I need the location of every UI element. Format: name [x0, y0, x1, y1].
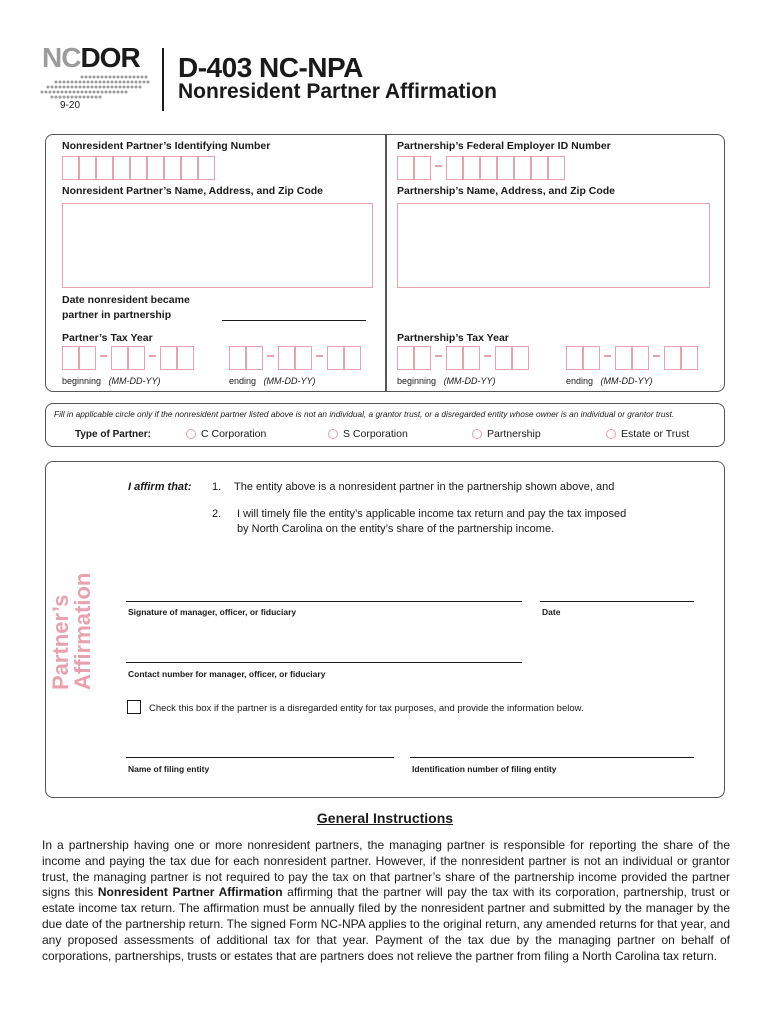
partner-id-digit-box[interactable]: [181, 156, 198, 180]
partnership-label: Partnership: [487, 428, 541, 440]
partner-id-digit-box[interactable]: [79, 156, 96, 180]
ncdor-logo: NCDOR: [42, 42, 140, 73]
date-digit-box[interactable]: [397, 346, 414, 370]
partnership-ending-caption: ending (MM-DD-YY): [566, 376, 653, 386]
disregarded-entity-label: Check this box if the partner is a disregarded entity for tax purposes, and provide the information below.: [149, 703, 584, 714]
fein-digit-box[interactable]: [463, 156, 480, 180]
affirm-item-1-number: 1.: [212, 481, 222, 493]
partner-id-digit-box[interactable]: [62, 156, 79, 180]
contact-number-field[interactable]: [126, 662, 522, 663]
affirm-item-2-line2: by North Carolina on the entity’s share of the partnership income.: [237, 523, 555, 535]
i-affirm-label: I affirm that:: [128, 481, 192, 493]
fein-digit-box[interactable]: [446, 156, 463, 180]
date-became-label-2: partner in partnership: [62, 309, 172, 321]
date-digit-box[interactable]: [615, 346, 632, 370]
partner-tax-year-beginning-field[interactable]: [62, 346, 202, 372]
contact-number-label: Contact number for manager, officer, or fiduciary: [128, 669, 326, 679]
fein-digit-box[interactable]: [397, 156, 414, 180]
partner-tax-year-label: Partner’s Tax Year: [62, 332, 153, 344]
partners-affirmation-title: Partner’s Affirmation: [48, 572, 95, 690]
date-separator: [267, 355, 274, 357]
partner-ending-caption: ending (MM-DD-YY): [229, 376, 316, 386]
date-separator: [149, 355, 156, 357]
fein-separator: [435, 165, 442, 167]
date-digit-box[interactable]: [62, 346, 79, 370]
date-separator: [484, 355, 491, 357]
partner-id-label: Nonresident Partner’s Identifying Number: [62, 140, 271, 152]
partner-beginning-caption: beginning (MM-DD-YY): [62, 376, 161, 386]
disregarded-entity-checkbox[interactable]: [127, 700, 141, 714]
estate-or-trust-label: Estate or Trust: [621, 428, 690, 440]
partner-type-label: Type of Partner:: [75, 429, 151, 440]
nc-map-dots-icon: [40, 74, 152, 100]
partner-id-digit-box[interactable]: [130, 156, 147, 180]
date-digit-box[interactable]: [583, 346, 600, 370]
date-became-field[interactable]: [222, 320, 366, 321]
fein-digit-box[interactable]: [480, 156, 497, 180]
general-instructions-title: General Instructions: [316, 810, 454, 826]
fein-digit-box[interactable]: [531, 156, 548, 180]
date-digit-box[interactable]: [566, 346, 583, 370]
date-digit-box[interactable]: [446, 346, 463, 370]
partner-id-digit-box[interactable]: [198, 156, 215, 180]
header-divider: [162, 48, 164, 111]
date-digit-box[interactable]: [111, 346, 128, 370]
date-digit-box[interactable]: [128, 346, 145, 370]
date-separator: [100, 355, 107, 357]
date-digit-box[interactable]: [327, 346, 344, 370]
date-digit-box[interactable]: [664, 346, 681, 370]
general-instructions-text: In a partnership having one or more nonresident partners, the managing partner is responsible for reporting the share of the income and paying the tax due for each nonresident partner. However, if the nonresident partner is not an individual or grantor trust, the managing partner is not required to pay the tax on that partner’s share of the partnership income provided the partner signs this Nonresident Partner Affirmation affirming that the partner will pay the tax with its corporation, partnership, trust or estate income tax return. The affirmation must be annually filed by the nonresident partner and submitted by the manager by the due date of the partnership return. The signed Form NC-NPA applies to the original return, any amended returns for that year, and any proposed assessments of additional tax for that year. Payment of the tax due by the managing partner on behalf of corporations, partnerships, trusts or estates that are partners does not relieve the partner from filing a North Carolina tax return.: [42, 838, 730, 963]
partner-id-digit-box[interactable]: [164, 156, 181, 180]
date-digit-box[interactable]: [495, 346, 512, 370]
date-digit-box[interactable]: [463, 346, 480, 370]
date-digit-box[interactable]: [246, 346, 263, 370]
partner-id-digit-box[interactable]: [147, 156, 164, 180]
date-field[interactable]: [540, 601, 694, 602]
partnership-tax-year-label: Partnership’s Tax Year: [397, 332, 509, 344]
partner-name-label: Nonresident Partner’s Name, Address, and Zip Code: [62, 185, 324, 197]
s-corporation-radio[interactable]: [328, 429, 338, 439]
filing-entity-id-label: Identification number of filing entity: [412, 764, 557, 774]
signature-field[interactable]: [126, 601, 522, 602]
partnership-fein-field[interactable]: [397, 156, 717, 182]
date-digit-box[interactable]: [681, 346, 698, 370]
date-digit-box[interactable]: [295, 346, 312, 370]
fein-digit-box[interactable]: [548, 156, 565, 180]
filing-entity-id-field[interactable]: [410, 757, 694, 758]
filing-entity-name-field[interactable]: [126, 757, 394, 758]
partner-id-digit-box[interactable]: [96, 156, 113, 180]
affirm-item-2-number: 2.: [212, 508, 222, 520]
c-corporation-label: C Corporation: [201, 428, 267, 440]
partnership-name-label: Partnership’s Name, Address, and Zip Code: [397, 185, 616, 197]
partnership-tax-year-beginning-field[interactable]: [397, 346, 537, 372]
partner-tax-year-ending-field[interactable]: [229, 346, 369, 372]
partnership-beginning-caption: beginning (MM-DD-YY): [397, 376, 496, 386]
fein-digit-box[interactable]: [497, 156, 514, 180]
partner-type-note: Fill in applicable circle only if the nonresident partner listed above is not an individual, a grantor trust, or a disregarded entity whose owner is an individual or grantor trust.: [54, 409, 675, 419]
date-digit-box[interactable]: [177, 346, 194, 370]
fein-digit-box[interactable]: [514, 156, 531, 180]
date-label: Date: [542, 607, 561, 617]
estate-or-trust-radio[interactable]: [606, 429, 616, 439]
partnership-name-address-field[interactable]: [397, 203, 710, 288]
affirm-item-1: The entity above is a nonresident partner in the partnership shown above, and: [234, 481, 615, 493]
date-separator: [316, 355, 323, 357]
fein-digit-box[interactable]: [414, 156, 431, 180]
s-corporation-label: S Corporation: [343, 428, 408, 440]
affirm-item-2-line1: I will timely file the entity’s applicable income tax return and pay the tax imposed: [237, 508, 627, 520]
date-digit-box[interactable]: [512, 346, 529, 370]
date-digit-box[interactable]: [632, 346, 649, 370]
c-corporation-radio[interactable]: [186, 429, 196, 439]
form-id: D-403 NC-NPA: [178, 52, 363, 83]
filing-entity-name-label: Name of filing entity: [128, 764, 210, 774]
signature-label: Signature of manager, officer, or fiduciary: [128, 607, 297, 617]
date-digit-box[interactable]: [229, 346, 246, 370]
partnership-radio[interactable]: [472, 429, 482, 439]
partnership-fein-label: Partnership’s Federal Employer ID Number: [397, 140, 611, 152]
date-separator: [653, 355, 660, 357]
date-digit-box[interactable]: [160, 346, 177, 370]
date-digit-box[interactable]: [344, 346, 361, 370]
partner-id-digit-box[interactable]: [113, 156, 130, 180]
partner-name-address-field[interactable]: [62, 203, 373, 288]
date-digit-box[interactable]: [278, 346, 295, 370]
form-title: Nonresident Partner Affirmation: [178, 80, 497, 103]
date-digit-box[interactable]: [79, 346, 96, 370]
date-became-label-1: Date nonresident became: [62, 294, 190, 306]
date-separator: [435, 355, 442, 357]
date-digit-box[interactable]: [414, 346, 431, 370]
partner-id-field[interactable]: [62, 156, 382, 182]
date-separator: [604, 355, 611, 357]
revision-date: 9-20: [60, 100, 81, 111]
partnership-tax-year-ending-field[interactable]: [566, 346, 706, 372]
